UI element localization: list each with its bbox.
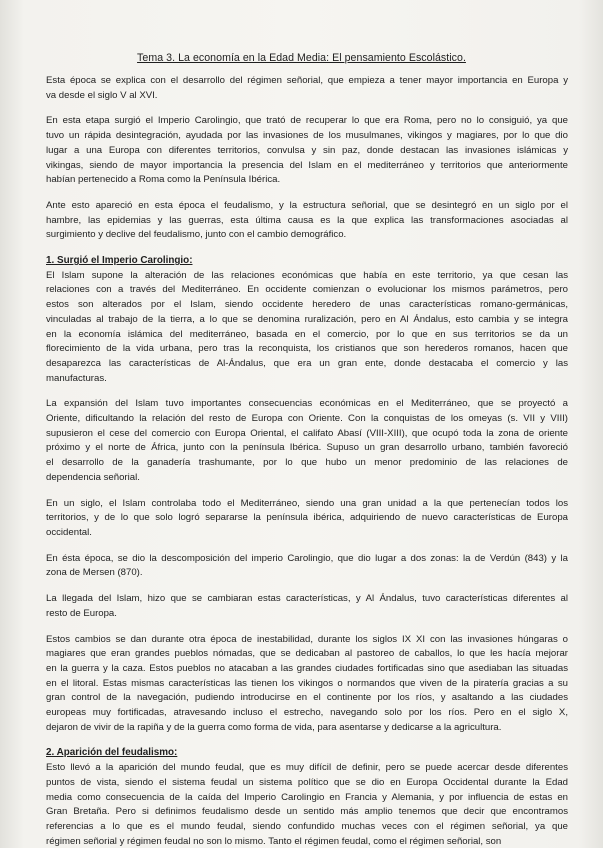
text-line: magiares que eran grandes pueblos nómadas, que se dedicaban al pastoreo de caballos, lo que les hacía mejorar: [46, 648, 568, 660]
text-line: Gran Bretaña. Pero si definimos feudalismo desde un sentido más amplio tenemos que decir que encontramos: [46, 806, 568, 818]
text-line: europeas muy fortificadas, atravesando incluso el estrecho, navegando solo por los ríos. Pero en el siglo X,: [46, 707, 568, 719]
text-line: va desde el siglo V al XVI.: [46, 89, 158, 101]
text-line: zona de Mersen (870).: [46, 567, 143, 579]
text-line: hambre, las epidemias y las guerras, esta última causa es la que explica las transformaciones asociadas al: [46, 214, 568, 226]
text-line: La expansión del Islam tuvo importantes consecuencias económicas en el Mediterráneo, que se proyectó a: [46, 398, 568, 410]
text-line: Ante esto apareció en esta época el feudalismo, y la estructura señorial, que se desintegró en un siglo por el: [46, 199, 568, 211]
text-line: en el litoral. Estas mismas características las tienen los vikingos o normandos que viven de la piratería gracias a su: [46, 677, 568, 689]
text-line: estos son alterados por el Islam, siendo occidente heredero de unas características romano-germánicas,: [46, 299, 568, 311]
text-line: manufacturas.: [46, 372, 107, 384]
text-line: en la guerra y la caza. Estos pueblos no atacaban a las grandes ciudades fortificadas sino que asediaban las situadas: [46, 662, 568, 674]
text-line: En ésta época, se dio la descomposición del imperio Carolingio, que dio lugar a dos zonas: la de Verdún (843) y la: [46, 552, 568, 564]
text-line: tuvo un rápida desintegración, ayudada por las invasiones de los musulmanes, vikingos y magiares, por lo que dio: [46, 130, 568, 142]
text-line: habían pertenecido a Roma como la Península Ibérica.: [46, 174, 281, 186]
section-2-heading: 2. Aparición del feudalismo:: [46, 747, 178, 759]
text-line: lugar a una Europa con diferentes territorios, convulsa y sin paz, donde destacan las invasiones islámicas y: [46, 144, 568, 156]
paragraph: [46, 114, 568, 188]
text-line: Esto llevó a la aparición del mundo feudal, que es muy difícil de definir, pero se puede acercar desde diferentes: [46, 762, 568, 774]
text-line: referencias a lo que es el mundo feudal, siendo confundido muchas veces con el régimen señorial, ya que: [46, 820, 568, 832]
text-line: Esta época se explica con el desarrollo del régimen señorial, que empieza a tener mayor importancia en Europa y: [46, 75, 568, 86]
document-body: [46, 74, 568, 848]
paragraph: [46, 552, 568, 581]
text-line: resto de Europa.: [46, 607, 117, 619]
paragraph: [46, 592, 568, 621]
intro-section: [46, 74, 568, 243]
paragraph: [46, 269, 568, 387]
paragraph: [46, 633, 568, 736]
text-line: dependencia señorial.: [46, 471, 140, 483]
paragraph: [46, 761, 568, 848]
text-line: surgimiento y declive del feudalismo, junto con el cambio demográfico.: [46, 229, 347, 241]
section-1-heading: 1. Surgió el Imperio Carolingio:: [46, 255, 193, 267]
text-line: media como consecuencia de la caída del Imperio Carolingio en Francia y Alemania, y por influencia de estas en: [46, 791, 568, 803]
paragraph: [46, 199, 568, 243]
text-line: En un siglo, el Islam controlaba todo el Mediterráneo, siendo una gran unidad a la que pertenecían todos los: [46, 497, 568, 509]
text-line: relaciones con a través del Mediterráneo. En occidente comienzan o evolucionar los mismos parámetros, pero: [46, 284, 568, 296]
text-line: puntos de vista, siendo el sistema feudal un sistema político que se dio en Europa Occidental durante la Edad: [46, 776, 568, 788]
text-line: supusieron el cese del comercio con Europa Oriental, el califato Abasí (VIII-XIII), que ocupó toda la zona de oriente: [46, 427, 568, 439]
text-line: florecimiento de la vida urbana, pero tras la reconquista, los cristianos que son herederos romanos, hacen que: [46, 343, 568, 355]
paragraph: [46, 74, 568, 103]
text-line: En esta etapa surgió el Imperio Carolingio, que trató de recuperar lo que era Roma, pero no lo consiguió, ya que: [46, 115, 568, 127]
section-1-body: [46, 269, 568, 736]
paragraph: [46, 397, 568, 485]
text-line: en la economía islámica del mediterráneo, basada en el comercio, por lo que en sus territorios se da un: [46, 328, 568, 340]
document-title: Tema 3. La economía en la Edad Media: El pensamiento Escolástico.: [137, 52, 466, 64]
text-line: territorios, y de lo que solo logró separarse la península ibérica, adquiriendo de nuevo características de Europa: [46, 512, 568, 524]
text-line: el desarrollo de la ganadería trashumante, por lo que hubo un menor predominio de las relaciones de: [46, 457, 568, 469]
text-line: vikingas, siendo de mayor importancia la presencia del Islam en el mediterráneo y territorios que anteriormente: [46, 159, 568, 171]
text-line: dejaron de vivir de la rapiña y de la guerra como forma de vida, para asentarse y dedicarse a la agricultura.: [46, 721, 502, 733]
text-line: La llegada del Islam, hizo que se cambiaran estas características, y Al Ándalus, tuvo características diferentes al: [46, 593, 568, 605]
text-line: Oriente, dificultando la relación del resto de Europa con Oriente. Con la conquistas de los omeyas (s. VII y VIII): [46, 413, 568, 425]
text-line: próximo y el norte de África, junto con la península Ibérica. Supuso un gran desarrollo urbano, también favoreció: [46, 442, 568, 454]
text-line: vinculadas al trabajo de la tierra, a lo que se denomina ruralización, pero en Al Ándalus, esto cambia y se integra: [46, 313, 568, 325]
paragraph: [46, 497, 568, 541]
text-line: régimen señorial y régimen feudal no son lo mismo. Tanto el régimen feudal, como el régimen señorial, son: [46, 835, 502, 847]
text-line: El Islam supone la alteración de las relaciones económicas que había en este territorio, ya que cesan las: [46, 269, 568, 281]
text-line: occidental.: [46, 526, 92, 538]
text-line: gran control de la navegación, pudiendo introducirse en el continente por los ríos, y asaltando a las ciudades: [46, 692, 568, 704]
text-line: Estos cambios se dan durante otra época de inestabilidad, durante los siglos IX XI con las invasiones húngaras o: [46, 633, 568, 645]
section-2-body: [46, 761, 568, 848]
text-line: desaparezca las características de Al-Ándalus, que era un gran ente, donde destacaba el comercio y las: [46, 357, 568, 369]
